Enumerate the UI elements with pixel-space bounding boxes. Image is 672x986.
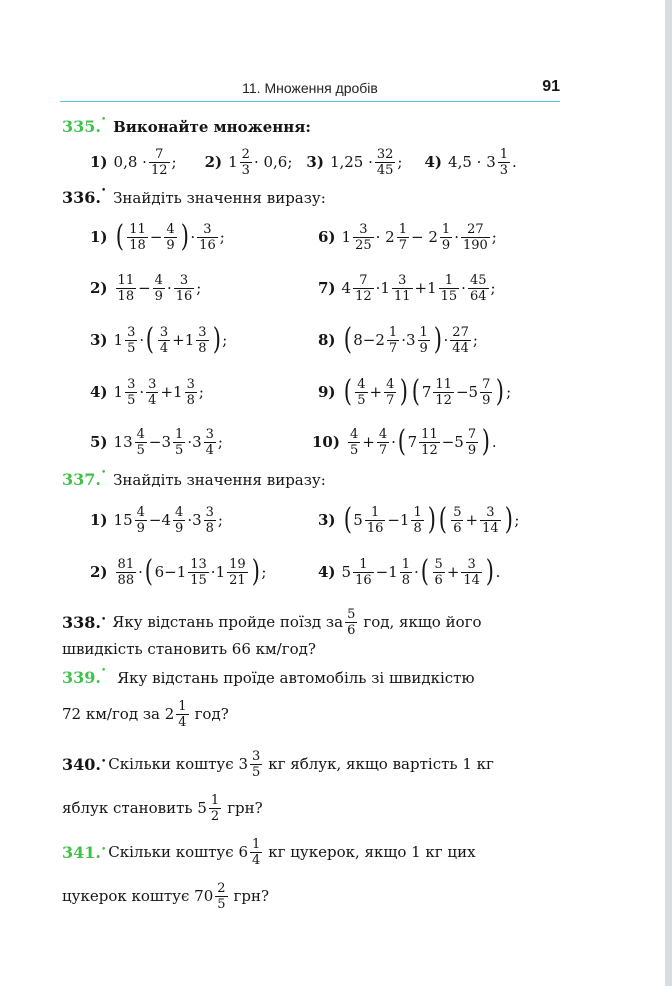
problem-340-line2: яблук становить 5 1 2 грн?	[62, 792, 263, 824]
problem-341-line1: 341. • Скільки коштує 6 1 4 кг цукерок, якщо 1 кг цих	[62, 836, 476, 868]
expr-337-2: 2) 81 88 · ( 6−1 13 15 ·1 19 21 ) ;	[90, 554, 267, 589]
fraction: 32 45	[376, 146, 394, 178]
expr-336-9: 9) ( 4 5 + 4 7 ) ( 7 11 12 −5 7 9 ) ;	[318, 374, 512, 409]
fraction: 1 3	[499, 146, 509, 178]
page-number: 91	[542, 78, 560, 95]
problem-number: 336.	[62, 188, 101, 207]
problem-335-heading: 335.• Виконайте множення:	[62, 115, 311, 136]
problem-339-line1: 339.• Яку відстань проїде автомобіль зі швидкістю	[62, 666, 475, 687]
item-4: 4) 4,5 · 3 1 3 .	[424, 146, 517, 178]
expr-336-10: 10) 4 5 + 4 7 · ( 7 11 12 −5 7 9 ) .	[312, 424, 497, 459]
expr-336-6: 6) 1 3 25 · 2 1 7 − 2 1 9 · 27 190 ;	[318, 221, 497, 253]
expr-336-7: 7) 4 7 12 ·1 3 11 +1 1 15 · 45 64 ;	[318, 272, 496, 304]
expr-336-3: 3) 1 3 5 · ( 3 4 +1 3 8 ) ;	[90, 322, 228, 357]
header-rule	[60, 101, 560, 102]
problem-341-line2: цукерок коштує 70 2 5 грн?	[62, 880, 270, 912]
fraction: 7 12	[150, 146, 168, 178]
page-edge	[665, 0, 672, 986]
expr-336-1: 1) ( 11 18 − 4 9 ) · 3 16 ;	[90, 219, 225, 254]
problem-340-line1: 340. • Скільки коштує 3 3 5 кг яблук, якщо вартість 1 кг	[62, 748, 494, 780]
chapter-title: 11. Множення дробів	[242, 80, 378, 96]
problem-prompt: Виконайте множення:	[113, 118, 311, 136]
problem-338-line2: швидкість становить 66 км/год?	[62, 640, 316, 658]
expr-336-2: 2) 11 18 − 4 9 · 3 16 ;	[90, 272, 202, 304]
problem-337-heading: 337.• Знайдіть значення виразу:	[62, 468, 326, 489]
expr-337-1: 1) 15 4 9 −4 4 9 ·3 3 8 ;	[90, 504, 223, 536]
problem-prompt: Знайдіть значення виразу:	[113, 471, 326, 489]
expr-336-5: 5) 13 4 5 −3 1 5 ·3 3 4 ;	[90, 426, 223, 458]
problem-prompt: Знайдіть значення виразу:	[113, 189, 326, 207]
item-2: 2) 1 2 3 · 0,6;	[204, 146, 293, 178]
expr-337-3: 3) ( 5 1 16 −1 1 8 ) ( 5 6 + 3 14 ) ;	[318, 502, 520, 537]
item-3: 3) 1,25 · 32 45 ;	[306, 146, 403, 178]
problem-338-line1: 338. • Яку відстань пройде поїзд за 5 6 год, якщо його	[62, 606, 482, 638]
expr-336-4: 4) 1 3 5 · 3 4 +1 3 8 ;	[90, 376, 204, 408]
problem-335-items	[90, 140, 560, 184]
problem-336-heading: 336.• Знайдіть значення виразу:	[62, 186, 326, 207]
problem-number: 337.	[62, 470, 101, 489]
page-header	[60, 78, 560, 102]
expr-337-4: 4) 5 1 16 −1 1 8 · ( 5 6 + 3 14 ) .	[318, 554, 501, 589]
expr-336-8: 8) ( 8−2 1 7 ·3 1 9 ) · 27 44 ;	[318, 322, 478, 357]
problem-339-line2: 72 км/год за 2 1 4 год?	[62, 698, 229, 730]
item-1: 1) 0,8 · 7 12 ;	[90, 146, 177, 178]
problem-number: 335.	[62, 117, 101, 136]
fraction: 2 3	[241, 146, 250, 178]
